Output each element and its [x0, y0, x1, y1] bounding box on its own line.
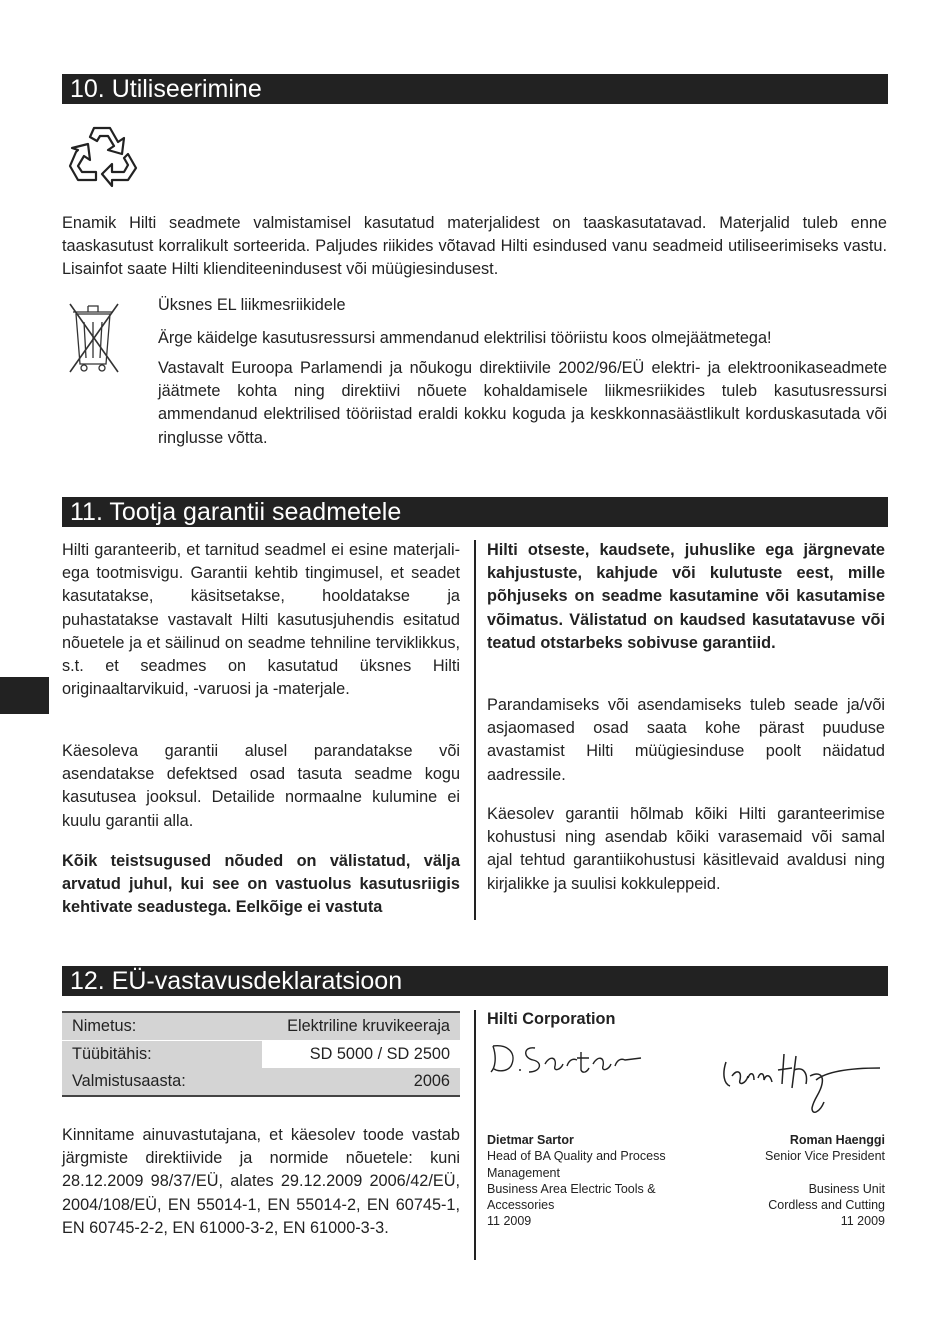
spec-label: Tüübitähis: — [62, 1041, 262, 1069]
warranty-left-p3: Kõik teistsugused nõuded on välistatud, välja arvatud juhul, kui see on vastuolus kasutusriigis kehtivate seadustega. Eelkõige ei vastuta — [62, 852, 460, 917]
signer2-block — [705, 1132, 885, 1229]
section-10-intro: Enamik Hilti seadmete valmistamisel kasutatud materjalidest on taaskasutatavad. Materjalid tuleb enne taaskasutust korralikult sorteerida. Paljudes riikides võtavad Hilti esindused vanu seadmeid utiliseerimiseks vastu. Lisainfot saate Hilti klienditeenindusest või müügiesindusest. — [62, 214, 887, 279]
spec-value: SD 5000 / SD 2500 — [309, 1045, 450, 1063]
product-spec-table — [62, 1011, 460, 1097]
section-12-heading: 12. EÜ-vastavusdeklaratsioon — [62, 966, 888, 996]
spec-row-year — [62, 1068, 460, 1096]
spec-value: 2006 — [262, 1068, 460, 1096]
disposal-warning: Ärge käidelge kasutusressursi ammendanud elektrilisi tööriistu koos olmejäätmetega! — [158, 329, 772, 347]
recycling-icon — [64, 122, 140, 190]
spec-row-type — [62, 1041, 460, 1069]
signer2-line: Cordless and Cutting — [768, 1197, 885, 1212]
warranty-right-p1: Hilti otseste, kaudsete, juhuslike ega järgnevate kahjustuste, kahjude või kulutuste eest, mille põhjuseks on seadme kasutamine või kasutamise võimatus. Välistatud on kaudsed kasutatavuse või teatud otstarbeks sobivuse garantiid. — [487, 541, 885, 652]
weee-crossed-bin-icon — [64, 300, 122, 376]
signature-haenggi — [720, 1050, 885, 1122]
signer2-name: Roman Haenggi — [789, 1133, 885, 1147]
signer2-line — [705, 1165, 885, 1181]
warranty-left-p2: Käesoleva garantii alusel parandatakse või asendatakse defektsed osad tasuta seadme kogu kasutusea jooksul. Detailide normaalne kulumine ei kuulu garantii alla. — [62, 742, 460, 830]
signer1-line: 11 2009 — [487, 1214, 532, 1229]
conformity-declaration: Kinnitame ainuvastutajana, et käesolev toode vastab järgmiste direktiivide ja normide nõuetele: kuni 28.12.2009 98/37/EÜ, alates 29.12.2009 2006/42/EÜ, 2004/108/EÜ, EN 55014-1, EN 55014-2, EN 60745-1, EN 60745-2-2, EN 61000-3-2, EN 61000-3-3. — [62, 1126, 460, 1237]
company-name: Hilti Corporation — [487, 1010, 616, 1028]
spec-label: Nimetus: — [62, 1012, 262, 1041]
warranty-left-p1: Hilti garanteerib, et tarnitud seadmel ei esine materjali- ega tootmisvigu. Garantii kehtib tingimusel, et seadet kasutatakse, käsitsetakse, hooldatakse ja puhastatakse vastavalt Hilti kasutusjuhendis esitatud nõuetele ja et säilinud on seadme tehniline terviklikkus, s.t. et seadmes on kasutatud üksnes Hilti originaaltarvikuid, -varuosi ja -materjale. — [62, 541, 460, 699]
eu-only-note: Üksnes EL liikmesriikidele — [158, 296, 346, 314]
signer1-line: Management — [487, 1165, 560, 1180]
spec-label: Valmistusaasta: — [62, 1068, 262, 1096]
signature-sartor — [487, 1038, 647, 1078]
signer2-line: 11 2009 — [840, 1214, 885, 1229]
signer2-line: Business Unit — [808, 1181, 885, 1196]
signer1-line: Head of BA Quality and Process — [487, 1149, 666, 1164]
section-11-heading: 11. Tootja garantii seadmetele — [62, 497, 888, 527]
signer1-line: Business Area Electric Tools & — [487, 1181, 656, 1196]
warranty-right-p2: Parandamiseks või asendamiseks tuleb seade ja/või asjaomased osad saata kohe pärast puuduse avastamist Hilti müügiesinduse poolt näidatud aadressile. — [487, 696, 885, 784]
signer1-block — [487, 1132, 707, 1230]
column-divider-12 — [474, 1010, 476, 1260]
spec-row-designation — [62, 1012, 460, 1041]
chapter-tab-marker — [0, 677, 49, 714]
signer2-line: Senior Vice President — [765, 1149, 885, 1164]
column-divider — [474, 540, 476, 920]
weee-directive-text: Vastavalt Euroopa Parlamendi ja nõukogu direktiivile 2002/96/EÜ elektri- ja elektroonikaseadmete jäätmete kohta ning direktiivi nõuete kohaldamisele liikmesriikides tuleb kasutusressursi ammendanud elektrilised tööriistad eraldi kokku koguda ja keskkonnasäästlikult korduskasutada või ringlusse võtta. — [158, 359, 887, 447]
warranty-right-p3: Käesolev garantii hõlmab kõiki Hilti garanteerimise kohustusi ning asendab kõiki varasemaid või samal ajal tehtud garantiikohustusi käsitlevaid avaldusi ning kirjalikke ja suulisi kokkuleppeid. — [487, 805, 885, 893]
spec-value: Elektriline kruvikeeraja — [262, 1012, 460, 1041]
signer1-line: Accessories — [487, 1198, 555, 1213]
section-10-heading: 10. Utiliseerimine — [62, 74, 888, 104]
signer1-name: Dietmar Sartor — [487, 1133, 574, 1147]
